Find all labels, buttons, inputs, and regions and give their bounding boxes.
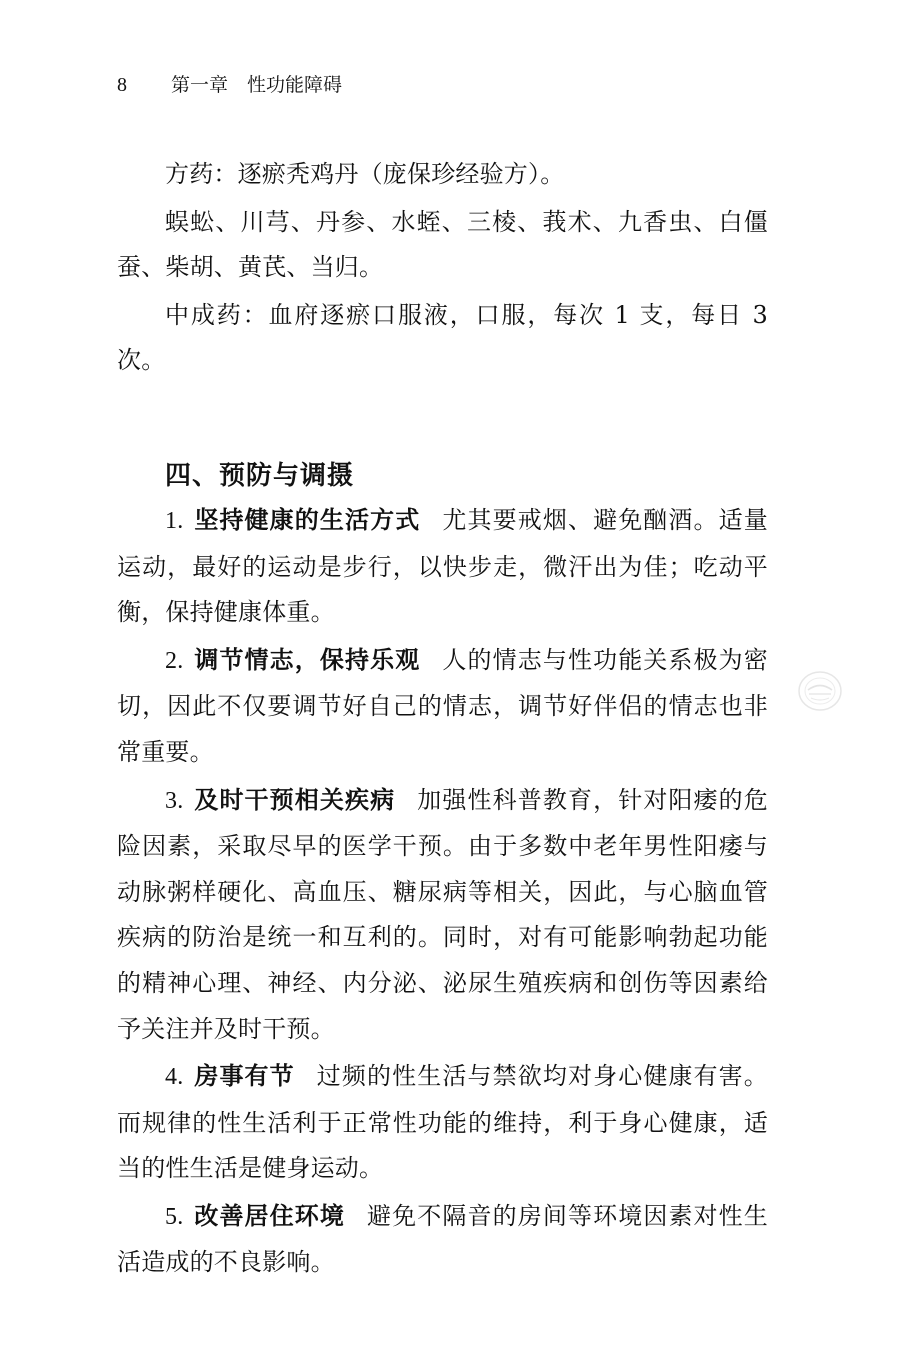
item-text: 人的情志与性功能关系极为密切，因此不仅要调节好自己的情志，调节好伴侣的情志也非常重要。 — [117, 645, 768, 766]
item-title: 房事有节 — [193, 1062, 295, 1091]
list-item — [117, 638, 768, 776]
page-number: 8 — [117, 74, 127, 96]
list-item — [117, 498, 768, 636]
item-number: 1. — [165, 507, 184, 534]
formula-paragraph: 方药：逐瘀秃鸡丹（庞保珍经验方）。 — [165, 160, 565, 188]
patent-medicine-paragraph: 中成药：血府逐瘀口服液，口服，每次 1 支，每日 3 次。 — [117, 300, 768, 375]
running-header — [117, 72, 342, 98]
publisher-seal-icon — [797, 670, 843, 712]
item-number: 5. — [165, 1203, 184, 1230]
ingredients-paragraph: 蜈蚣、川芎、丹参、水蛭、三棱、莪术、九香虫、白僵蚕、柴胡、黄芪、当归。 — [117, 207, 768, 282]
item-text: 尤其要戒烟、避免酗酒。适量运动，最好的运动是步行，以快步走，微汗出为佳；吃动平衡，保持健康体重。 — [117, 505, 768, 627]
list-item — [117, 1194, 768, 1286]
item-title: 坚持健康的生活方式 — [193, 505, 421, 534]
section-heading: 四、预防与调摄 — [165, 460, 355, 491]
item-title: 调节情志，保持乐观 — [193, 645, 421, 674]
item-text: 避免不隔音的房间等环境因素对性生活造成的不良影响。 — [117, 1201, 768, 1277]
item-text: 过频的性生活与禁欲均对身心健康有害。而规律的性生活利于正常性功能的维持，利于身心健康，适当的性生活是健身运动。 — [117, 1062, 768, 1183]
list-item — [117, 778, 768, 1053]
list-item — [117, 1054, 768, 1192]
item-text: 加强性科普教育，针对阳痿的危险因素，采取尽早的医学干预。由于多数中老年男性阳痿与动脉粥样硬化、高血压、糖尿病等相关，因此，与心脑血管疾病的防治是统一和互利的。同时，对有可能影响勃起功能的精神心理、神经、内分泌、泌尿生殖疾病和创伤等因素给予关注并及时干预。 — [117, 785, 768, 1043]
item-number: 3. — [165, 787, 184, 814]
item-title: 改善居住环境 — [193, 1201, 346, 1230]
item-number: 2. — [165, 647, 184, 674]
item-number: 4. — [165, 1064, 184, 1091]
body-text — [117, 152, 768, 1286]
chapter-title: 第一章 性功能障碍 — [171, 74, 343, 96]
item-title: 及时干预相关疾病 — [193, 785, 396, 814]
